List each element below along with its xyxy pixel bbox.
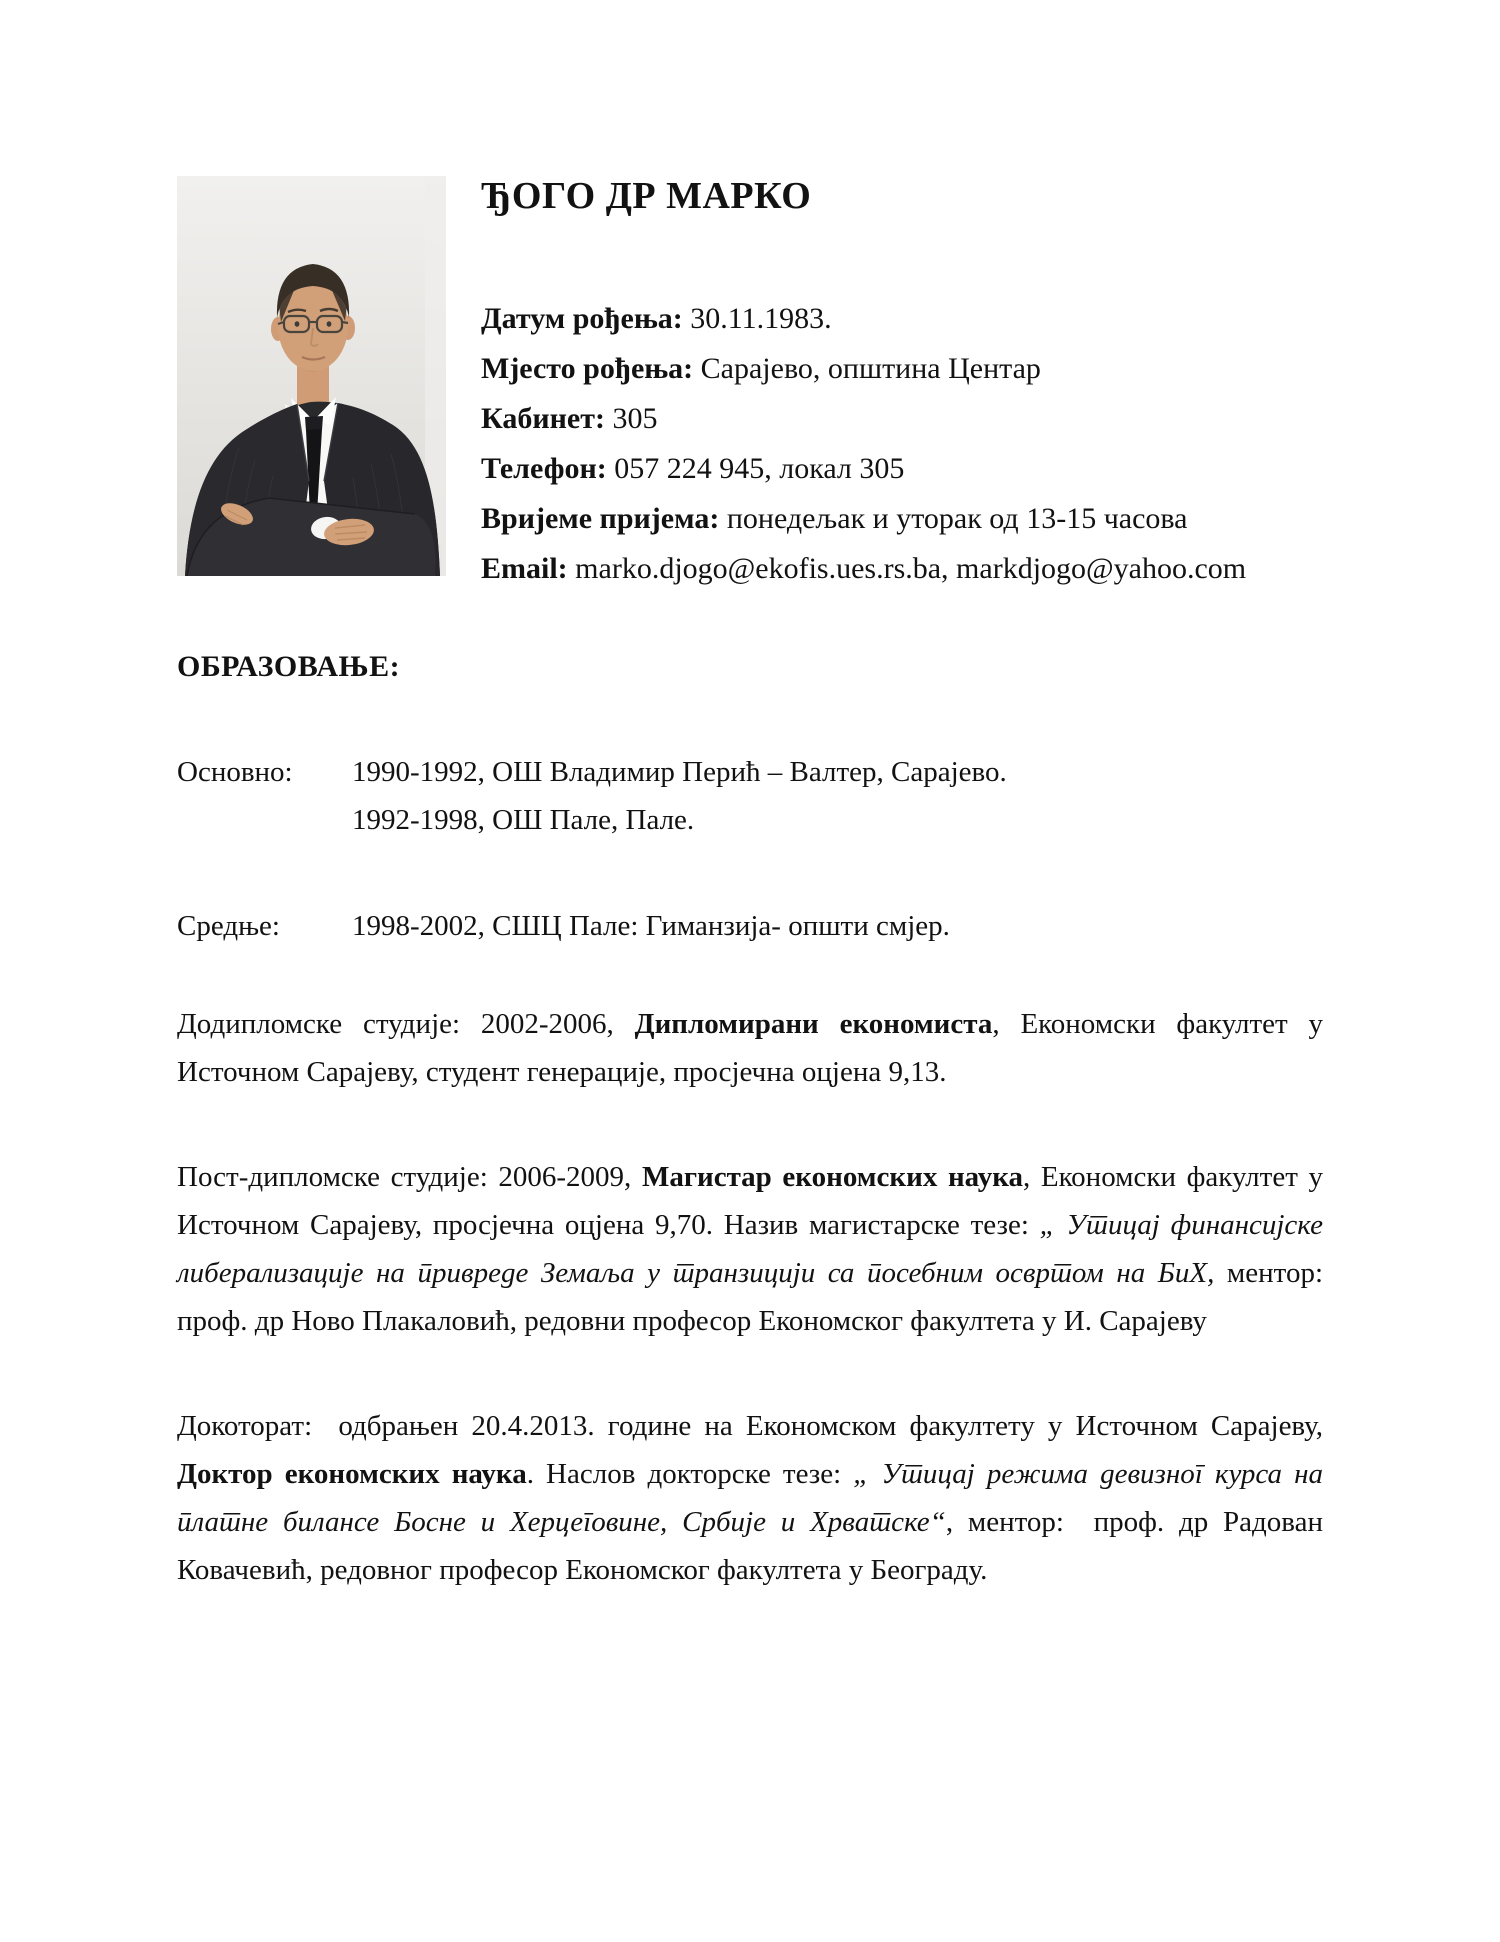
info-label: Кабинет: bbox=[481, 402, 605, 435]
info-label: Email: bbox=[481, 552, 568, 585]
education-level-label: Средње: bbox=[177, 910, 280, 942]
paragraph-lines bbox=[177, 1402, 1323, 1594]
education-level-entries bbox=[352, 748, 1323, 844]
info-label: Телефон: bbox=[481, 452, 607, 485]
person-name-title: ЂОГО ДР МАРКО bbox=[481, 175, 812, 217]
text-segment: Дипломирани економиста bbox=[634, 1008, 993, 1040]
text-segment: Источном Сарајеву, просјечна оцјена 9,70. Назив магистарске тезе: bbox=[177, 1209, 1040, 1241]
paragraph-line bbox=[177, 1153, 1323, 1201]
paragraph-line bbox=[177, 1498, 1323, 1546]
personal-info-row bbox=[481, 394, 1246, 444]
personal-info-row bbox=[481, 294, 1246, 344]
info-value: понедељак и уторак од 13-15 часова bbox=[726, 502, 1188, 535]
text-segment: 1998-2002, СШЦ Пале: Гиманзија- општи смјер. bbox=[352, 910, 950, 942]
paragraph-line bbox=[177, 1249, 1323, 1297]
text-segment: „ Утицај финансијске bbox=[1039, 1209, 1324, 1241]
info-label: Мјесто рођења: bbox=[481, 352, 694, 385]
text-segment: Пост-дипломске студије: 2006-2009, bbox=[177, 1161, 642, 1193]
text-segment: проф. др Ново Плакаловић, редовни професор Економског факултета у И. Сарајеву bbox=[177, 1305, 1207, 1337]
text-segment: Доктор економских наука bbox=[177, 1458, 527, 1490]
info-value: 305 bbox=[612, 402, 658, 435]
text-segment: 1992-1998, ОШ Пале, Пале. bbox=[352, 804, 695, 836]
info-value: marko.djogo@ekofis.ues.rs.ba, markdjogo@yahoo.com bbox=[575, 552, 1247, 585]
paragraph-line bbox=[177, 1201, 1323, 1249]
paragraph-line bbox=[352, 796, 1323, 844]
text-segment: Додипломске студије: 2002-2006, bbox=[177, 1008, 635, 1040]
education-heading: ОБРАЗОВАЊЕ: bbox=[177, 650, 401, 683]
paragraph-lines bbox=[177, 1153, 1323, 1345]
personal-info-row bbox=[481, 444, 1246, 494]
education-levels bbox=[177, 748, 1323, 1008]
profile-photo bbox=[177, 176, 446, 576]
text-segment: Докоторат: одбрањен 20.4.2013. године на Економском факултету у Источном Сарајеву, bbox=[177, 1410, 1323, 1442]
paragraph-line bbox=[177, 1402, 1323, 1450]
paragraph-line bbox=[177, 1000, 1323, 1048]
education-paragraph bbox=[177, 1153, 1323, 1345]
personal-info-row bbox=[481, 494, 1246, 544]
text-segment: платне билансе Босне и Херцеговине, Србије и Хрватске“ bbox=[177, 1506, 946, 1538]
profile-photo-illustration bbox=[177, 176, 446, 576]
education-level-row bbox=[177, 748, 1323, 844]
info-value: 30.11.1983. bbox=[690, 302, 832, 335]
education-level-entries bbox=[352, 902, 1323, 950]
paragraph-line bbox=[177, 1450, 1323, 1498]
text-segment: 1990-1992, ОШ Владимир Перић – Валтер, Сарајево. bbox=[352, 756, 1007, 788]
paragraph-line bbox=[352, 748, 1323, 796]
education-paragraph bbox=[177, 1402, 1323, 1594]
text-segment: , Економски факултет у bbox=[1022, 1161, 1323, 1193]
personal-info-list bbox=[481, 294, 1246, 594]
education-paragraph bbox=[177, 1000, 1323, 1096]
text-segment: Источном Сарајеву, студент генерације, просјечна оцјена 9,13. bbox=[177, 1056, 947, 1088]
text-segment: либерализације на привреде Земаља у транзицији са посебним освртом на БиХ, bbox=[177, 1257, 1215, 1289]
education-level-row bbox=[177, 902, 1323, 950]
info-label: Датум рођења: bbox=[481, 302, 683, 335]
education-paragraphs bbox=[177, 1000, 1323, 1651]
text-segment: „ Утицај режима девизног курса на bbox=[853, 1458, 1324, 1490]
personal-info-row bbox=[481, 544, 1246, 594]
paragraph-lines bbox=[177, 1000, 1323, 1096]
text-segment: , ментор: проф. др Радован bbox=[945, 1506, 1323, 1538]
text-segment: , Економски факултет у bbox=[992, 1008, 1324, 1040]
text-segment: Ковачевић, редовног професор Економског факултета у Београду. bbox=[177, 1554, 988, 1586]
personal-info-row bbox=[481, 344, 1246, 394]
info-value: 057 224 945, локал 305 bbox=[614, 452, 905, 485]
info-label: Вријеме пријема: bbox=[481, 502, 720, 535]
paragraph-line bbox=[177, 1546, 1323, 1594]
text-segment: Магистар економских наука bbox=[641, 1161, 1023, 1193]
info-value: Сарајево, општина Центар bbox=[700, 352, 1041, 385]
text-segment: ментор: bbox=[1214, 1257, 1323, 1289]
text-segment: . Наслов докторске тезе: bbox=[526, 1458, 854, 1490]
education-level-label: Основно: bbox=[177, 756, 293, 788]
paragraph-line bbox=[177, 1297, 1323, 1345]
paragraph-line bbox=[352, 902, 1323, 950]
paragraph-line bbox=[177, 1048, 1323, 1096]
